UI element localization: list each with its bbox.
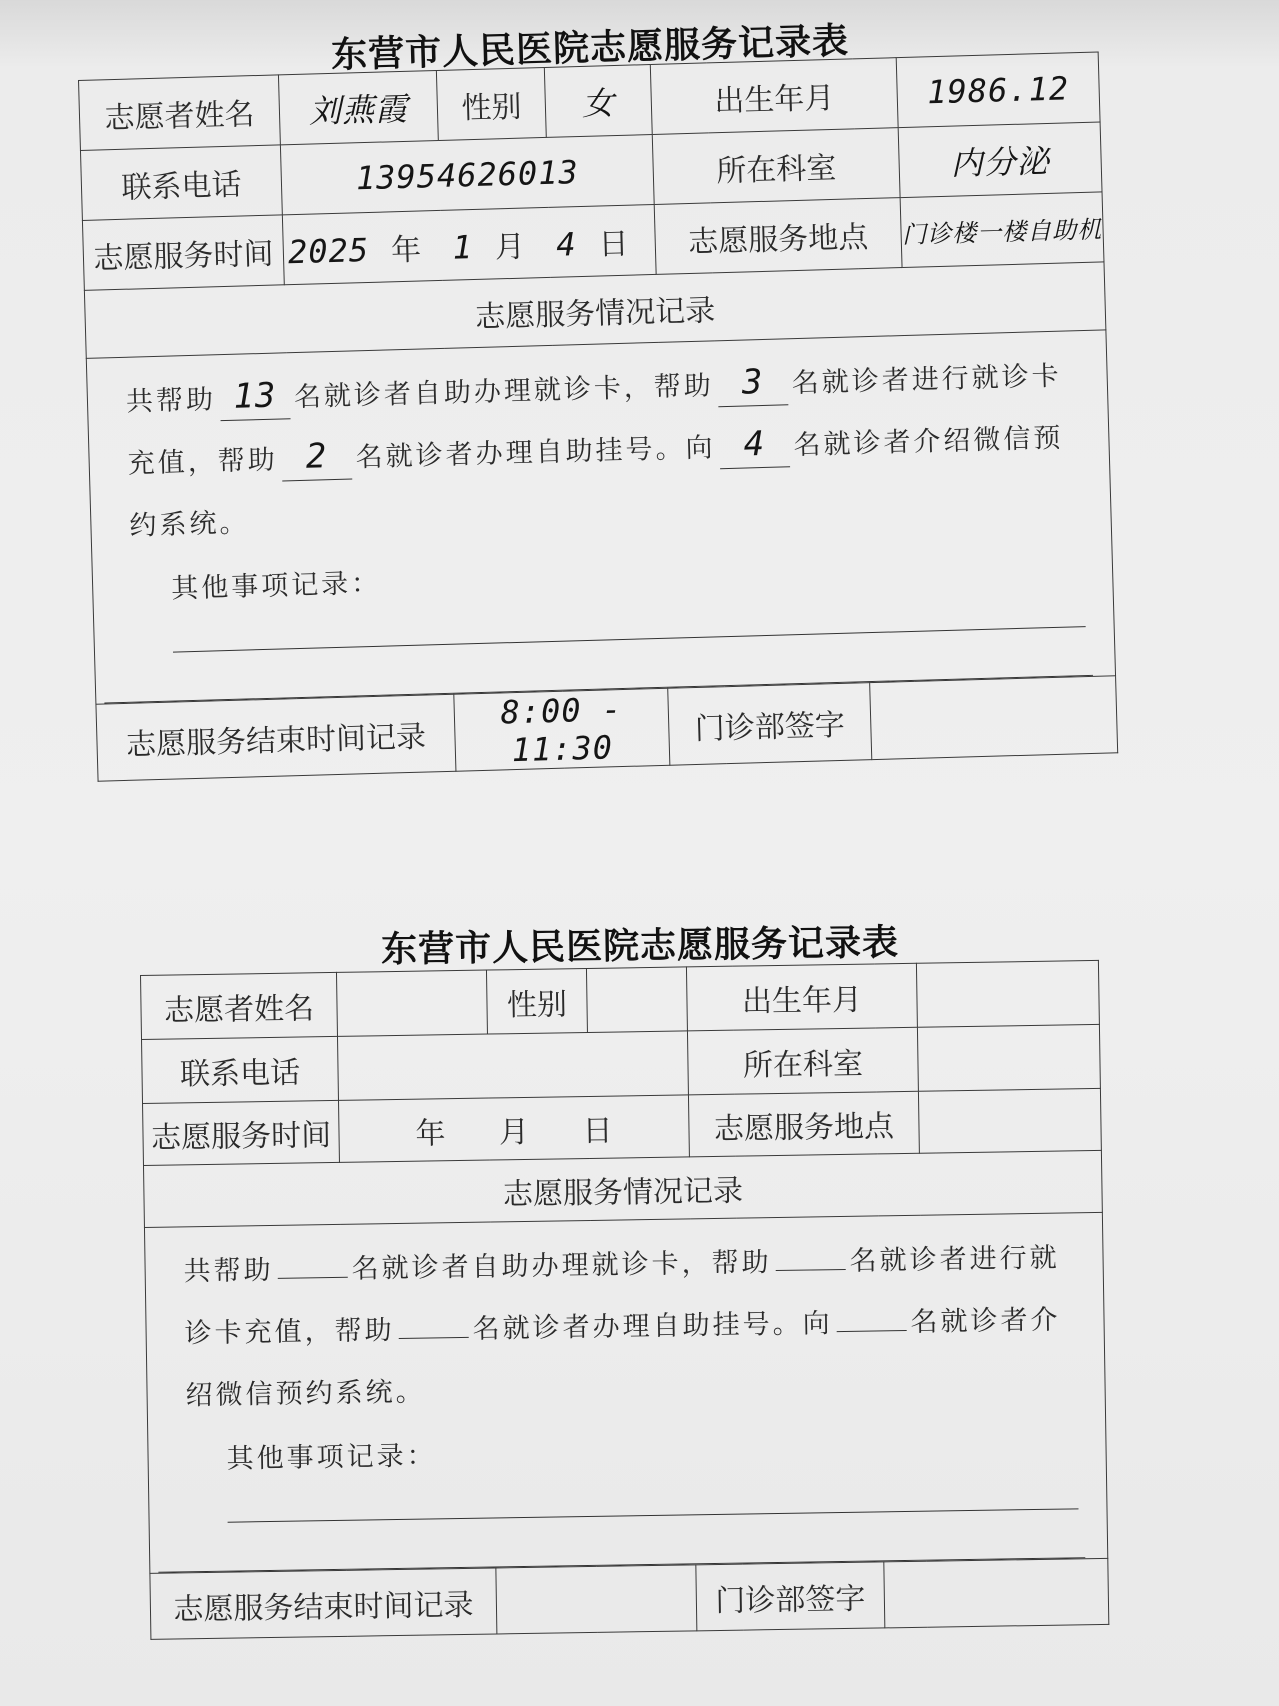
record-table — [78, 51, 1118, 781]
name-label: 志愿者姓名 — [79, 75, 281, 151]
card-count-field[interactable]: 13 — [219, 375, 290, 421]
record-paragraph: 共帮助 13 名就诊者自助办理就诊卡，帮助 3 名就诊者进行就诊卡充值，帮助 2 名就诊者办理自助挂号。向 4 名就诊者介绍微信预约系统。 — [125, 360, 1064, 542]
end-time-label: 志愿服务结束时间记录 — [96, 694, 456, 781]
recharge-count-field[interactable] — [776, 1269, 846, 1271]
other-notes-label: 其他事项记录： — [170, 567, 382, 605]
record-body — [144, 1212, 1107, 1573]
name-value[interactable] — [336, 970, 487, 1036]
signature-value[interactable] — [884, 1558, 1109, 1628]
other-notes-label: 其他事项记录： — [226, 1440, 437, 1475]
record-header: 志愿服务情况记录 — [84, 262, 1106, 358]
form-title: 东营市人民医院志愿服务记录表 — [380, 921, 900, 971]
register-count-field[interactable] — [399, 1337, 469, 1339]
birth-value[interactable]: 1986.12 — [896, 52, 1100, 128]
birth-value[interactable] — [916, 960, 1099, 1027]
dept-value[interactable]: 内分泌 — [898, 122, 1102, 198]
end-time-label: 志愿服务结束时间记录 — [150, 1568, 497, 1639]
record-header: 志愿服务情况记录 — [143, 1150, 1102, 1227]
dept-label: 所在科室 — [687, 1027, 918, 1095]
location-label: 志愿服务地点 — [688, 1091, 919, 1157]
signature-label: 门诊部签字 — [696, 1562, 885, 1631]
signature-value[interactable] — [870, 676, 1118, 760]
birth-label: 出生年月 — [686, 963, 917, 1031]
recharge-count-field[interactable]: 3 — [717, 361, 788, 407]
end-time-value[interactable] — [496, 1565, 697, 1634]
record-table — [140, 960, 1109, 1640]
phone-value[interactable] — [337, 1031, 688, 1100]
record-body — [86, 330, 1115, 704]
register-count-field[interactable]: 2 — [281, 436, 352, 482]
service-date-value[interactable]: 年 月 日 — [338, 1095, 689, 1162]
location-value[interactable]: 门诊楼一楼自助机 — [900, 192, 1104, 268]
location-value[interactable] — [918, 1088, 1101, 1153]
dept-label: 所在科室 — [652, 128, 900, 205]
wechat-count-field[interactable]: 4 — [719, 423, 790, 469]
card-count-field[interactable] — [278, 1277, 348, 1279]
name-value[interactable]: 刘燕霞 — [278, 70, 438, 144]
gender-value[interactable]: 女 — [544, 65, 652, 138]
record-paragraph: 共帮助 名就诊者自助办理就诊卡，帮助 名就诊者进行就诊卡充值，帮助 名就诊者办理自助挂号。向 名就诊者介绍微信预约系统。 — [183, 1242, 1061, 1412]
phone-label: 联系电话 — [142, 1036, 339, 1103]
signature-label: 门诊部签字 — [668, 683, 872, 766]
service-time-label: 志愿服务时间 — [82, 215, 284, 291]
gender-label: 性别 — [486, 968, 587, 1034]
form-title: 东营市人民医院志愿服务记录表 — [330, 19, 850, 77]
phone-label: 联系电话 — [80, 145, 282, 221]
birth-label: 出生年月 — [650, 58, 898, 135]
name-label: 志愿者姓名 — [141, 972, 338, 1039]
location-label: 志愿服务地点 — [654, 198, 902, 275]
wechat-count-field[interactable] — [837, 1330, 907, 1332]
gender-value[interactable] — [586, 967, 687, 1033]
service-date-value[interactable]: 2025 年 1 月 4 日 — [282, 204, 656, 284]
gender-label: 性别 — [436, 67, 546, 140]
service-time-label: 志愿服务时间 — [143, 1100, 340, 1165]
dept-value[interactable] — [917, 1024, 1100, 1091]
end-time-value[interactable]: 8:00 - 11:30 — [454, 688, 670, 771]
phone-value[interactable]: 13954626013 — [280, 134, 654, 214]
